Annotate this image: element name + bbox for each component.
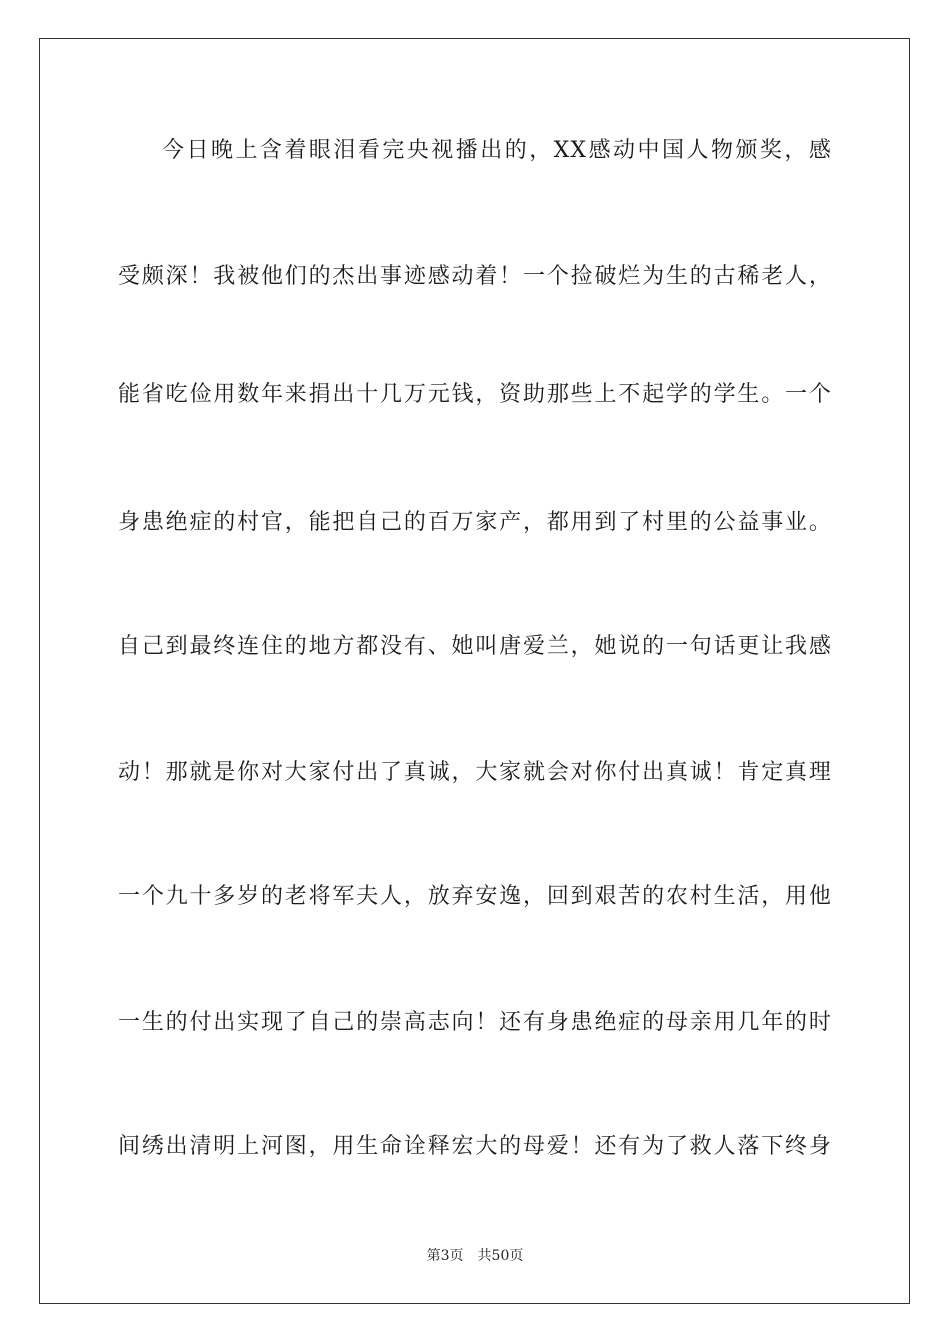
page-border [39, 38, 910, 1304]
paragraph-line: 一个九十多岁的老将军夫人，放弃安逸，回到艰苦的农村生活，用他 [118, 884, 832, 909]
paragraph-line: 身患绝症的村官，能把自己的百万家产，都用到了村里的公益事业。 [118, 510, 832, 535]
paragraph-line: 今日晚上含着眼泪看完央视播出的，XX感动中国人物颁奖，感 [162, 138, 832, 163]
paragraph-line: 能省吃俭用数年来捐出十几万元钱，资助那些上不起学的学生。一个 [118, 382, 832, 407]
paragraph-line: 自己到最终连住的地方都没有、她叫唐爱兰，她说的一句话更让我感 [118, 634, 832, 659]
page-total: 共50页 [477, 1248, 524, 1264]
paragraph-line: 动！那就是你对大家付出了真诚，大家就会对你付出真诚！肯定真理 [118, 760, 832, 785]
paragraph-line: 一生的付出实现了自己的崇高志向！还有身患绝症的母亲用几年的时 [118, 1010, 832, 1035]
paragraph-line: 受颇深！我被他们的杰出事迹感动着！一个捡破烂为生的古稀老人， [118, 264, 832, 289]
page-footer [0, 1246, 950, 1266]
page-number: 第3页 [426, 1248, 464, 1264]
paragraph-line: 间绣出清明上河图，用生命诠释宏大的母爱！还有为了救人落下终身 [118, 1134, 832, 1159]
